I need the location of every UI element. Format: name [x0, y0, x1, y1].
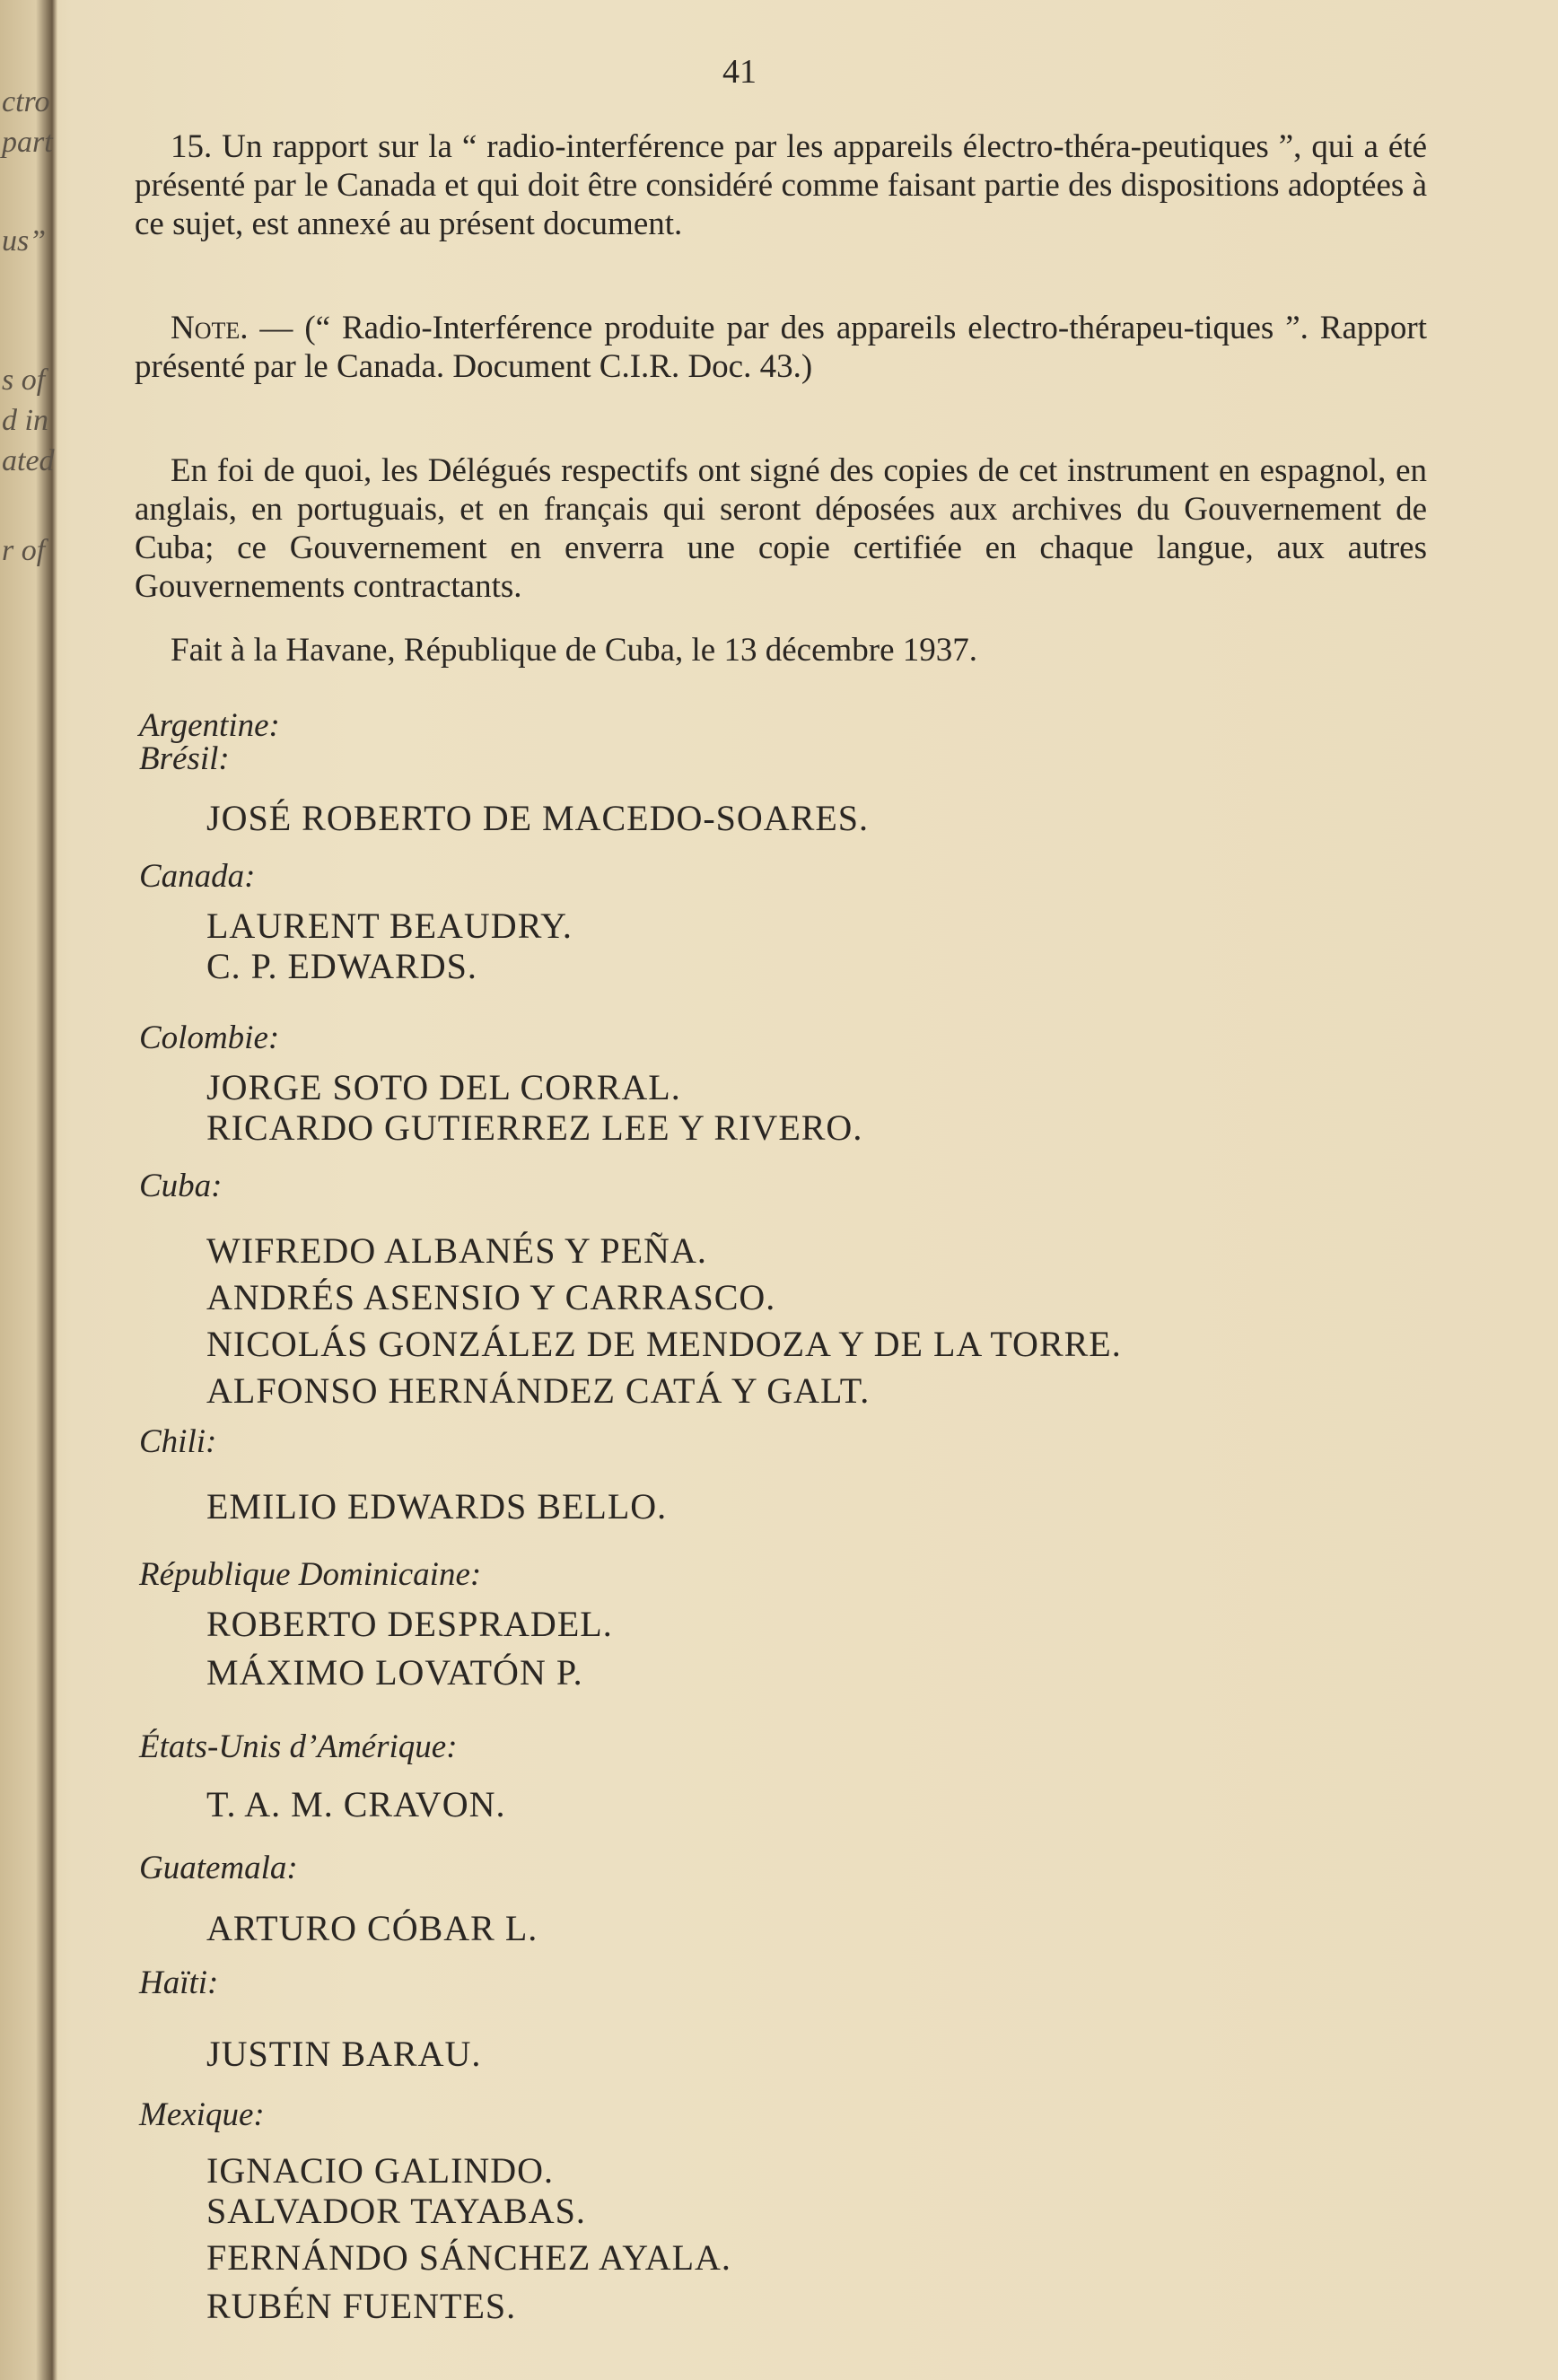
country-etats-unis: États-Unis d’Amérique:: [139, 1728, 458, 1765]
book-binding: [0, 0, 57, 2380]
country-bresil: Brésil:: [139, 740, 230, 777]
country-chili: Chili:: [139, 1423, 217, 1460]
signatory-name: T. A. M. CRAVON.: [206, 1784, 506, 1824]
signatory-name: IGNACIO GALINDO.: [206, 2150, 555, 2191]
signatory-name: ALFONSO HERNÁNDEZ CATÁ Y GALT.: [206, 1370, 871, 1411]
signatory-name: C. P. EDWARDS.: [206, 946, 477, 986]
page-number: 41: [722, 53, 757, 91]
signatory-name: JUSTIN BARAU.: [206, 2034, 482, 2074]
margin-fragment: ctro: [2, 85, 50, 118]
margin-fragment: s of: [2, 363, 46, 397]
fait-paragraph: Fait à la Havane, République de Cuba, le 13 décembre 1937.: [171, 632, 978, 669]
paragraph-15: 15. Un rapport sur la “ radio-interférence par les appareils électro-théra-peutiques ”, qui a été présenté par le Canada et qui doit être considéré comme faisant partie des dispositions adoptées à ce sujet, est annexé au présent document.: [135, 128, 1427, 242]
signatory-name: JORGE SOTO DEL CORRAL.: [206, 1067, 681, 1107]
country-cuba: Cuba:: [139, 1168, 223, 1204]
signatory-name: MÁXIMO LOVATÓN P.: [206, 1652, 583, 1693]
country-guatemala: Guatemala:: [139, 1850, 298, 1886]
country-mexique: Mexique:: [139, 2096, 265, 2133]
margin-fragment: ated: [2, 444, 55, 477]
en-foi-paragraph: En foi de quoi, les Délégués respectifs ont signé des copies de cet instrument en espagnol, en anglais, en portuguais, et en français qui seront déposées aux archives du Gouvernement de Cuba; ce Gouvernement en enverra une copie certifiée en chaque langue, aux autres Gouvernements contractants.: [135, 452, 1427, 605]
note-label: Note.: [171, 310, 249, 346]
signatory-name: ARTURO CÓBAR L.: [206, 1908, 538, 1948]
country-colombie: Colombie:: [139, 1019, 280, 1056]
country-argentine: Argentine:: [139, 707, 280, 744]
signatory-name: JOSÉ ROBERTO DE MACEDO-SOARES.: [206, 798, 870, 838]
country-republique-dominicaine: République Dominicaine:: [139, 1556, 482, 1593]
country-haiti: Haïti:: [139, 1964, 219, 2001]
signatory-name: NICOLÁS GONZÁLEZ DE MENDOZA Y DE LA TORRE.: [206, 1324, 1122, 1364]
note-paragraph: [135, 309, 1427, 386]
margin-fragment: d in: [2, 404, 48, 437]
signatory-name: ROBERTO DESPRADEL.: [206, 1604, 613, 1644]
signatory-name: FERNÁNDO SÁNCHEZ AYALA.: [206, 2237, 731, 2278]
signatory-name: SALVADOR TAYABAS.: [206, 2191, 586, 2231]
signatory-name: ANDRÉS ASENSIO Y CARRASCO.: [206, 1277, 776, 1317]
signatory-name: RUBÉN FUENTES.: [206, 2286, 517, 2326]
signatory-name: EMILIO EDWARDS BELLO.: [206, 1486, 668, 1527]
margin-fragment: part: [2, 126, 53, 159]
margin-fragment: r of: [2, 534, 46, 567]
note-text: — (“ Radio-Interférence produite par des appareils electro-thérapeu-tiques ”. Rapport présenté par le Canada. Document C.I.R. Doc. 43.): [135, 310, 1427, 385]
signatory-name: LAURENT BEAUDRY.: [206, 906, 573, 946]
signatory-name: WIFREDO ALBANÉS Y PEÑA.: [206, 1230, 707, 1271]
country-canada: Canada:: [139, 858, 256, 895]
margin-fragment: us”: [2, 224, 47, 258]
signatory-name: RICARDO GUTIERREZ LEE Y RIVERO.: [206, 1107, 863, 1148]
